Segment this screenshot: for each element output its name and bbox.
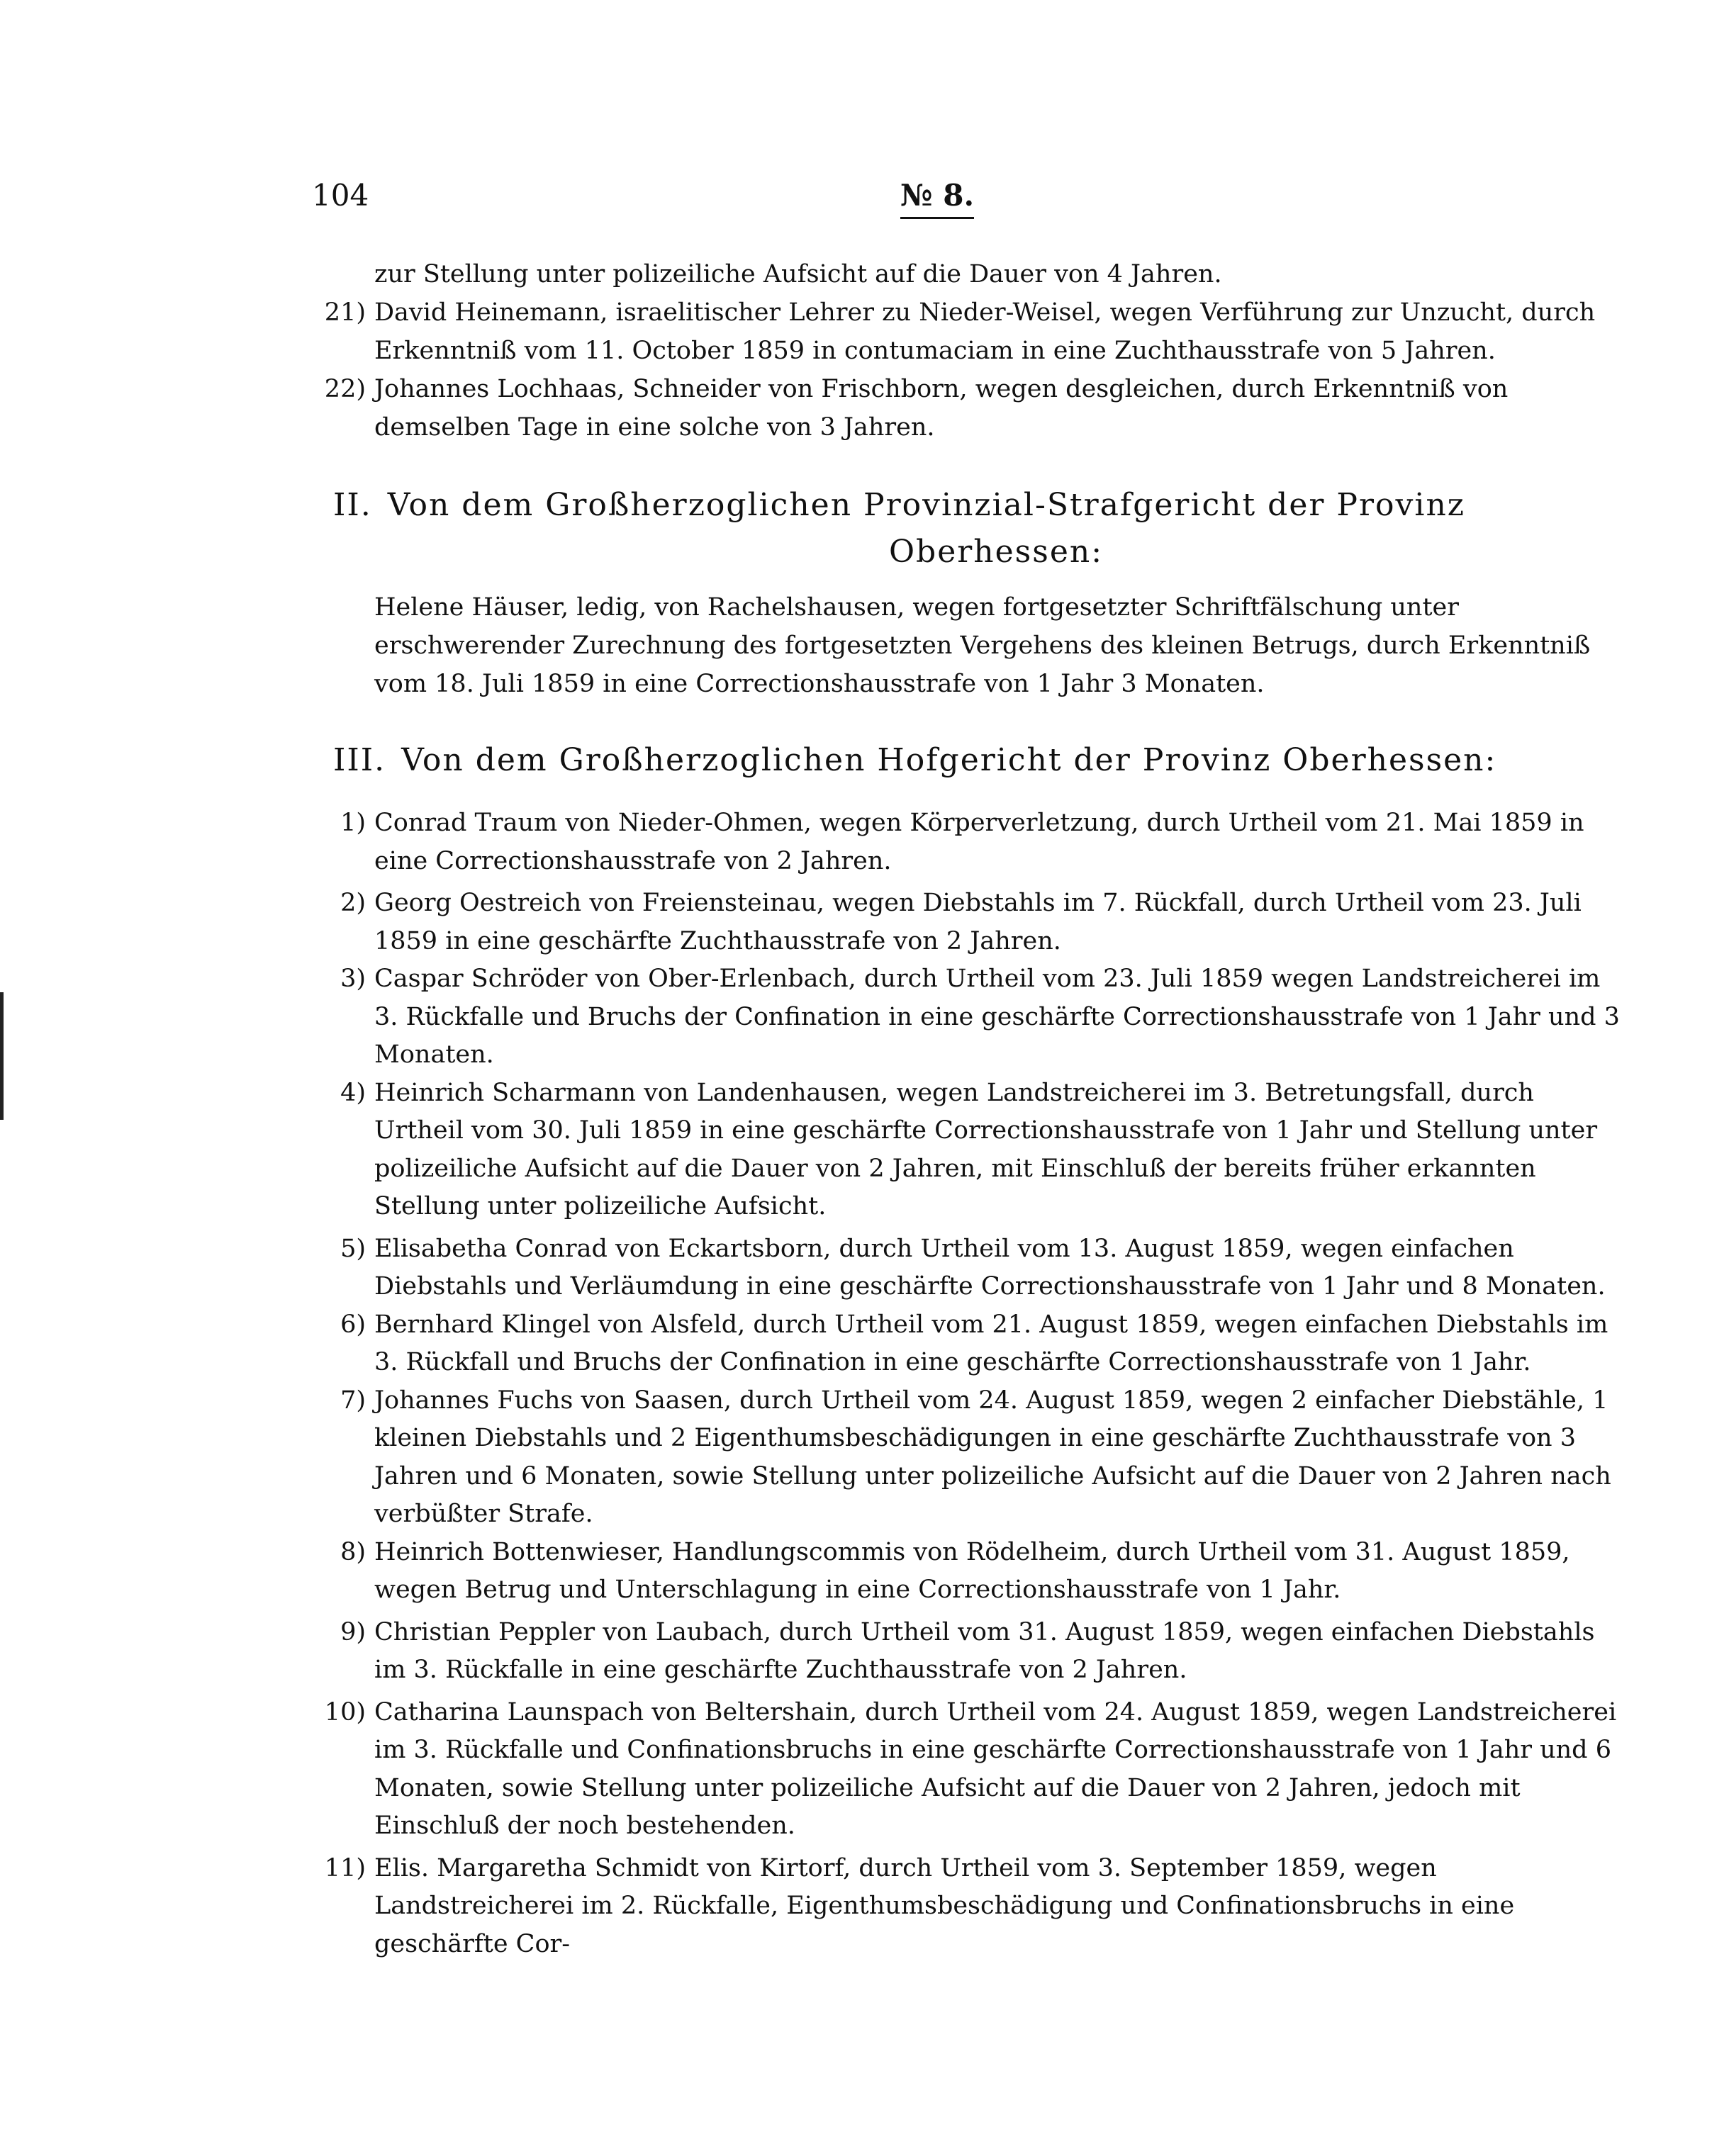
section-3-block: [312, 804, 1630, 1963]
list-item: [312, 1534, 1630, 1610]
item-number: 10): [324, 1697, 366, 1727]
item-text: Heinrich Scharmann von Landenhausen, wegen Landstreicherei im 3. Betretungsfall, durch Urtheil vom 30. Juli 1859 in eine geschärfte Correctionshausstrafe von 1 Jahr und Stellung unter polizeiliche Aufsicht auf die Dauer von 2 Jahren, mit Einschluß der bereits früher erkannten Stellung unter polizeiliche Aufsicht.: [374, 1078, 1598, 1220]
continuation-line: zur Stellung unter polizeiliche Aufsicht auf die Dauer von 4 Jahren.: [374, 260, 1222, 288]
list-item: [312, 885, 1630, 960]
item-text: David Heinemann, israelitischer Lehrer zu Nieder-Weisel, wegen Verführung zur Unzucht, durch Erkenntniß vom 11. October 1859 in contumaciam in eine Zuchthausstrafe von 5 Jahren.: [374, 298, 1596, 365]
item-number: 11): [324, 1853, 366, 1882]
item-text: Johannes Lochhaas, Schneider von Frischborn, wegen desgleichen, durch Erkenntniß von demselben Tage in eine solche von 3 Jahren.: [374, 375, 1509, 442]
section-2-text: Helene Häuser, ledig, von Rachelshausen, wegen fortgesetzter Schriftfälschung unter erschwerender Zurechnung des fortgesetzten Vergehens des kleinen Betrugs, durch Erkenntniß vom 18. Juli 1859 in eine Correctionshausstrafe von 1 Jahr 3 Monaten.: [374, 593, 1591, 698]
item-text: Bernhard Klingel von Alsfeld, durch Urtheil vom 21. August 1859, wegen einfachen Diebstahls im 3. Rückfall und Bruchs der Confination in eine geschärfte Correctionshausstrafe von 1 Jahr.: [374, 1310, 1608, 1376]
section-3-heading-text: Von dem Großherzoglichen Hofgericht der Provinz Oberhessen:: [401, 742, 1497, 778]
section-3-heading: [333, 737, 1630, 784]
section-3-numeral: III.: [333, 742, 386, 778]
item-number: 9): [340, 1617, 366, 1646]
item-text: Christian Peppler von Laubach, durch Urtheil vom 31. August 1859, wegen einfachen Diebstahls im 3. Rückfalle in eine geschärfte Zuchthausstrafe von 2 Jahren.: [374, 1617, 1595, 1684]
list-item: [312, 370, 1630, 447]
item-text: Elis. Margaretha Schmidt von Kirtorf, durch Urtheil vom 3. September 1859, wegen Landstreicherei im 2. Rückfalle, Eigenthumsbeschädigung und Confinationsbruchs in eine geschärfte Cor-: [374, 1853, 1515, 1958]
item-text: Elisabetha Conrad von Eckartsborn, durch Urtheil vom 13. August 1859, wegen einfachen Diebstahls und Verläumdung in eine geschärfte Correctionshausstrafe von 1 Jahr und 8 Monaten.: [374, 1234, 1606, 1301]
section-2-heading-line2: Oberhessen:: [888, 534, 1104, 570]
list-item: [312, 1230, 1630, 1306]
item-number: 1): [340, 809, 366, 837]
scan-edge-mark: [0, 992, 4, 1120]
section-2-block: [312, 588, 1630, 703]
list-item: [312, 1074, 1630, 1226]
list-item: [312, 960, 1630, 1074]
item-number: 4): [340, 1078, 366, 1107]
issue-number: № 8.: [900, 176, 974, 219]
list-item: [312, 1694, 1630, 1846]
item-text: Conrad Traum von Nieder-Ohmen, wegen Körperverletzung, durch Urtheil vom 21. Mai 1859 in eine Correctionshausstrafe von 2 Jahren.: [374, 809, 1584, 875]
list-item: [312, 293, 1630, 370]
item-text: Johannes Fuchs von Saasen, durch Urtheil vom 24. August 1859, wegen 2 einfacher Diebstähle, 1 kleinen Diebstahls und 2 Eigenthumsbeschädigungen in eine geschärfte Zuchthausstrafe von 3 Jahren und 6 Monaten, sowie Stellung unter polizeiliche Aufsicht auf die Dauer von 2 Jahren nach verbüßter Strafe.: [374, 1386, 1611, 1528]
item-text: Catharina Launspach von Beltershain, durch Urtheil vom 24. August 1859, wegen Landstreicherei im 3. Rückfalle und Confinationsbruchs in eine geschärfte Correctionshausstrafe von 1 Jahr und 6 Monaten, sowie Stellung unter polizeiliche Aufsicht auf die Dauer von 2 Jahren, jedoch mit Einschluß der noch bestehenden.: [374, 1697, 1617, 1840]
section-1-block: [312, 255, 1630, 447]
page-header: [312, 176, 1035, 218]
list-item: [312, 1614, 1630, 1690]
item-number: 3): [340, 965, 366, 993]
item-text: Heinrich Bottenwieser, Handlungscommis von Rödelheim, durch Urtheil vom 31. August 1859, wegen Betrug und Unterschlagung in eine Correctionshausstrafe von 1 Jahr.: [374, 1537, 1570, 1604]
item-number: 2): [340, 889, 366, 917]
list-item: [312, 1850, 1630, 1964]
item-number: 5): [340, 1234, 366, 1263]
section-2-heading: [333, 482, 1630, 576]
list-item: [312, 1306, 1630, 1382]
item-number: 7): [340, 1386, 366, 1415]
item-number: 8): [340, 1537, 366, 1566]
list-item: [312, 1382, 1630, 1534]
item-number: 22): [324, 375, 366, 403]
page-number: 104: [312, 178, 369, 213]
item-number: 21): [324, 298, 366, 327]
section-2-numeral: II.: [333, 487, 372, 523]
item-text: Georg Oestreich von Freiensteinau, wegen Diebstahls im 7. Rückfall, durch Urtheil vom 23. Juli 1859 in eine geschärfte Zuchthausstrafe von 2 Jahren.: [374, 889, 1582, 955]
item-number: 6): [340, 1310, 366, 1339]
list-item: [312, 804, 1630, 880]
section-2-heading-line1: Von dem Großherzoglichen Provinzial-Strafgericht der Provinz: [387, 487, 1465, 523]
item-text: Caspar Schröder von Ober-Erlenbach, durch Urtheil vom 23. Juli 1859 wegen Landstreicherei im 3. Rückfalle und Bruchs der Confination in eine geschärfte Correctionshausstrafe von 1 Jahr und 3 Monaten.: [374, 965, 1620, 1069]
